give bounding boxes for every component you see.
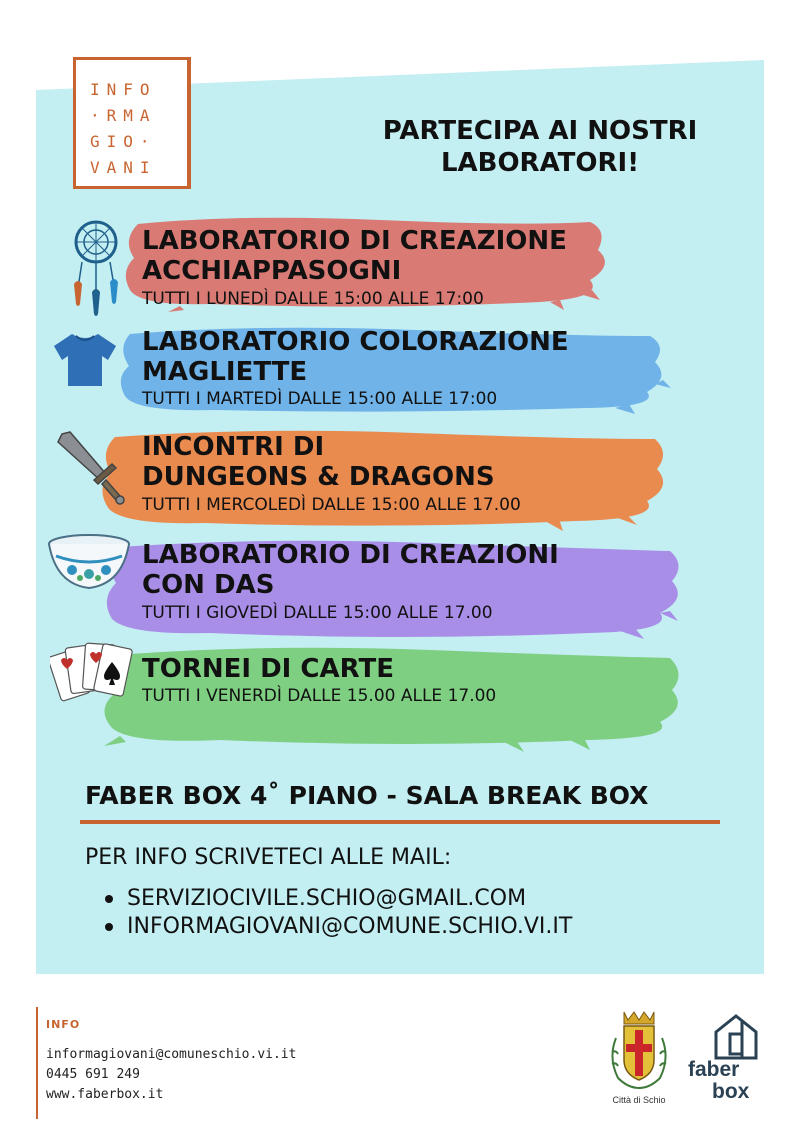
- email-item-1[interactable]: [105, 886, 526, 911]
- lab-3-schedule: TUTTI I MERCOLEDÌ DALLE 15:00 ALLE 17.00: [142, 495, 521, 515]
- lab-1-schedule: TUTTI I LUNEDÌ DALLE 15:00 ALLE 17:00: [142, 289, 484, 309]
- headline-line-1: PARTECIPA AI NOSTRI: [382, 116, 698, 146]
- footer-accent-bar: [36, 1007, 38, 1119]
- logo-line-2: ·RMA: [90, 106, 157, 125]
- lab-1-title-line-2: ACCHIAPPASOGNI: [142, 256, 402, 286]
- mail-intro: PER INFO SCRIVETECI ALLE MAIL:: [85, 845, 452, 870]
- footer-email[interactable]: informagiovani@comuneschio.vi.it: [46, 1047, 297, 1062]
- lab-5-title-line-1: TORNEI DI CARTE: [142, 654, 394, 684]
- lab-2-title-line-2: MAGLIETTE: [142, 357, 308, 387]
- city-crest-caption: Città di Schio: [612, 1095, 666, 1105]
- lab-5-schedule: TUTTI I VENERDÌ DALLE 15.00 ALLE 17.00: [142, 686, 497, 706]
- faberbox-logo-icon: [712, 1012, 760, 1060]
- city-crest-icon: [604, 1008, 674, 1094]
- dreamcatcher-icon: [68, 218, 124, 318]
- email-1-text[interactable]: SERVIZIOCIVILE.SCHIO@GMAIL.COM: [127, 886, 527, 911]
- location-divider: [80, 820, 720, 824]
- email-2-text[interactable]: INFORMAGIOVANI@COMUNE.SCHIO.VI.IT: [127, 914, 573, 939]
- logo-line-1: INFO: [90, 80, 157, 99]
- logo-line-3: GIO·: [90, 132, 157, 151]
- footer-website[interactable]: www.faberbox.it: [46, 1087, 164, 1102]
- lab-1-title-line-1: LABORATORIO DI CREAZIONE: [142, 226, 567, 256]
- tshirt-icon: [52, 330, 118, 388]
- location-heading: FABER BOX 4˚ PIANO - SALA BREAK BOX: [85, 781, 649, 810]
- lab-3-title-line-1: INCONTRI DI: [142, 432, 325, 462]
- bowl-icon: [46, 532, 132, 592]
- faberbox-wordmark-line-2: box: [712, 1080, 750, 1103]
- lab-4-title-line-2: CON DAS: [142, 570, 275, 600]
- bullet-icon: [105, 923, 113, 931]
- lab-2-schedule: TUTTI I MARTEDÌ DALLE 15:00 ALLE 17:00: [142, 389, 498, 409]
- footer-info-label: INFO: [46, 1018, 81, 1031]
- faberbox-wordmark-line-1: faber: [688, 1058, 740, 1081]
- lab-2-title-line-1: LABORATORIO COLORAZIONE: [142, 327, 569, 357]
- email-item-2[interactable]: [105, 914, 572, 939]
- logo-line-4: VANI: [90, 158, 157, 177]
- footer-phone[interactable]: 0445 691 249: [46, 1067, 140, 1082]
- headline-line-2: LABORATORI!: [440, 148, 640, 178]
- lab-3-title-line-2: DUNGEONS & DRAGONS: [142, 462, 495, 492]
- sword-icon: [56, 430, 128, 506]
- playing-cards-icon: [50, 638, 134, 710]
- lab-4-schedule: TUTTI I GIOVEDÌ DALLE 15:00 ALLE 17.00: [142, 603, 493, 623]
- lab-4-title-line-1: LABORATORIO DI CREAZIONI: [142, 540, 559, 570]
- bullet-icon: [105, 895, 113, 903]
- informagiovani-logo: [73, 57, 191, 189]
